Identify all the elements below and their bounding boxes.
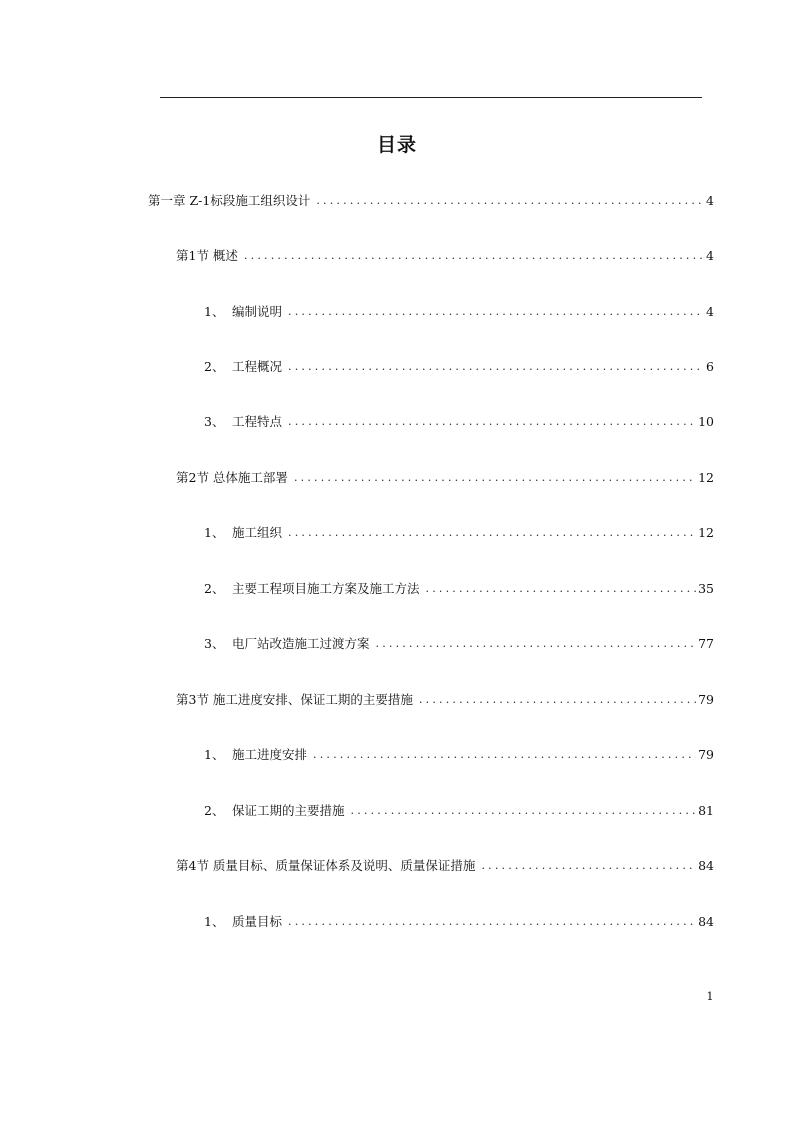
dot-leader: [376, 634, 697, 654]
toc-entry-3-1[interactable]: [204, 745, 714, 765]
dot-leader: [288, 412, 696, 432]
toc-entry-text: 第一章 Z-1标段施工组织设计: [148, 193, 311, 208]
toc-entry-page: 81: [698, 803, 714, 818]
toc-entry-text: 编制说明: [232, 304, 283, 319]
toc-entry-text: 施工组织: [232, 525, 283, 540]
toc-entry-number: 2、: [204, 581, 225, 596]
toc-entry-1-1[interactable]: [204, 302, 714, 322]
toc-entry-4-1[interactable]: [204, 912, 714, 932]
toc-entry-chapter-1[interactable]: [148, 191, 714, 211]
toc-entry-page: 10: [698, 414, 714, 429]
dot-leader: [419, 690, 696, 710]
toc-entry-page: 84: [698, 914, 714, 929]
dot-leader: [316, 191, 704, 211]
toc-entry-page: 79: [698, 747, 714, 762]
toc-entry-text: 第1节 概述: [176, 248, 238, 263]
dot-leader: [288, 912, 696, 932]
toc-entry-text: 工程概况: [232, 359, 283, 374]
toc-entry-section-3[interactable]: [176, 690, 714, 710]
toc-entry-text: 保证工期的主要措施: [232, 803, 345, 818]
dot-leader: [294, 468, 696, 488]
toc-entry-text: 第2节 总体施工部署: [176, 470, 288, 485]
toc-entry-number: 3、: [204, 636, 225, 651]
toc-entry-1-2[interactable]: [204, 357, 714, 377]
toc-entry-number: 2、: [204, 359, 225, 374]
toc-entry-number: 1、: [204, 914, 225, 929]
toc-entry-text: 第3节 施工进度安排、保证工期的主要措施: [176, 692, 413, 707]
toc-entry-number: 1、: [204, 747, 225, 762]
toc-entry-text: 第4节 质量目标、质量保证体系及说明、质量保证措施: [176, 858, 476, 873]
toc-entry-number: 1、: [204, 525, 225, 540]
toc-entry-text: 工程特点: [232, 414, 283, 429]
page-number: 1: [706, 990, 714, 1003]
toc-entry-text: 电厂站改造施工过渡方案: [232, 636, 370, 651]
dot-leader: [481, 856, 696, 876]
toc-entry-page: 6: [706, 359, 714, 374]
toc-entry-text: 主要工程项目施工方案及施工方法: [232, 581, 420, 596]
toc-entry-number: 1、: [204, 304, 225, 319]
toc-entry-number: 3、: [204, 414, 225, 429]
toc-entry-1-3[interactable]: [204, 412, 714, 432]
toc-entry-section-4[interactable]: [176, 856, 714, 876]
toc-entry-page: 84: [698, 858, 714, 873]
toc-entry-page: 4: [706, 304, 714, 319]
toc-entry-page: 77: [698, 636, 714, 651]
dot-leader: [313, 745, 696, 765]
toc-entry-section-1[interactable]: [176, 246, 714, 266]
toc-entry-2-1[interactable]: [204, 523, 714, 543]
dot-leader: [288, 523, 696, 543]
toc-entry-2-3[interactable]: [204, 634, 714, 654]
toc-entry-page: 12: [698, 525, 714, 540]
dot-leader: [288, 357, 704, 377]
toc-entry-text: 质量目标: [232, 914, 283, 929]
dot-leader: [244, 246, 704, 266]
dot-leader: [351, 801, 697, 821]
toc-entry-page: 4: [706, 248, 714, 263]
toc-entry-text: 施工进度安排: [232, 747, 308, 762]
toc-title: 目录: [376, 134, 417, 156]
toc-entry-section-2[interactable]: [176, 468, 714, 488]
dot-leader: [426, 579, 697, 599]
toc-entry-2-2[interactable]: [204, 579, 714, 599]
toc-entry-page: 4: [706, 193, 714, 208]
toc-entry-number: 2、: [204, 803, 225, 818]
dot-leader: [288, 302, 704, 322]
toc-entry-page: 12: [698, 470, 714, 485]
toc-entry-3-2[interactable]: [204, 801, 714, 821]
toc-entry-page: 35: [698, 581, 714, 596]
toc-entry-page: 79: [698, 692, 714, 707]
